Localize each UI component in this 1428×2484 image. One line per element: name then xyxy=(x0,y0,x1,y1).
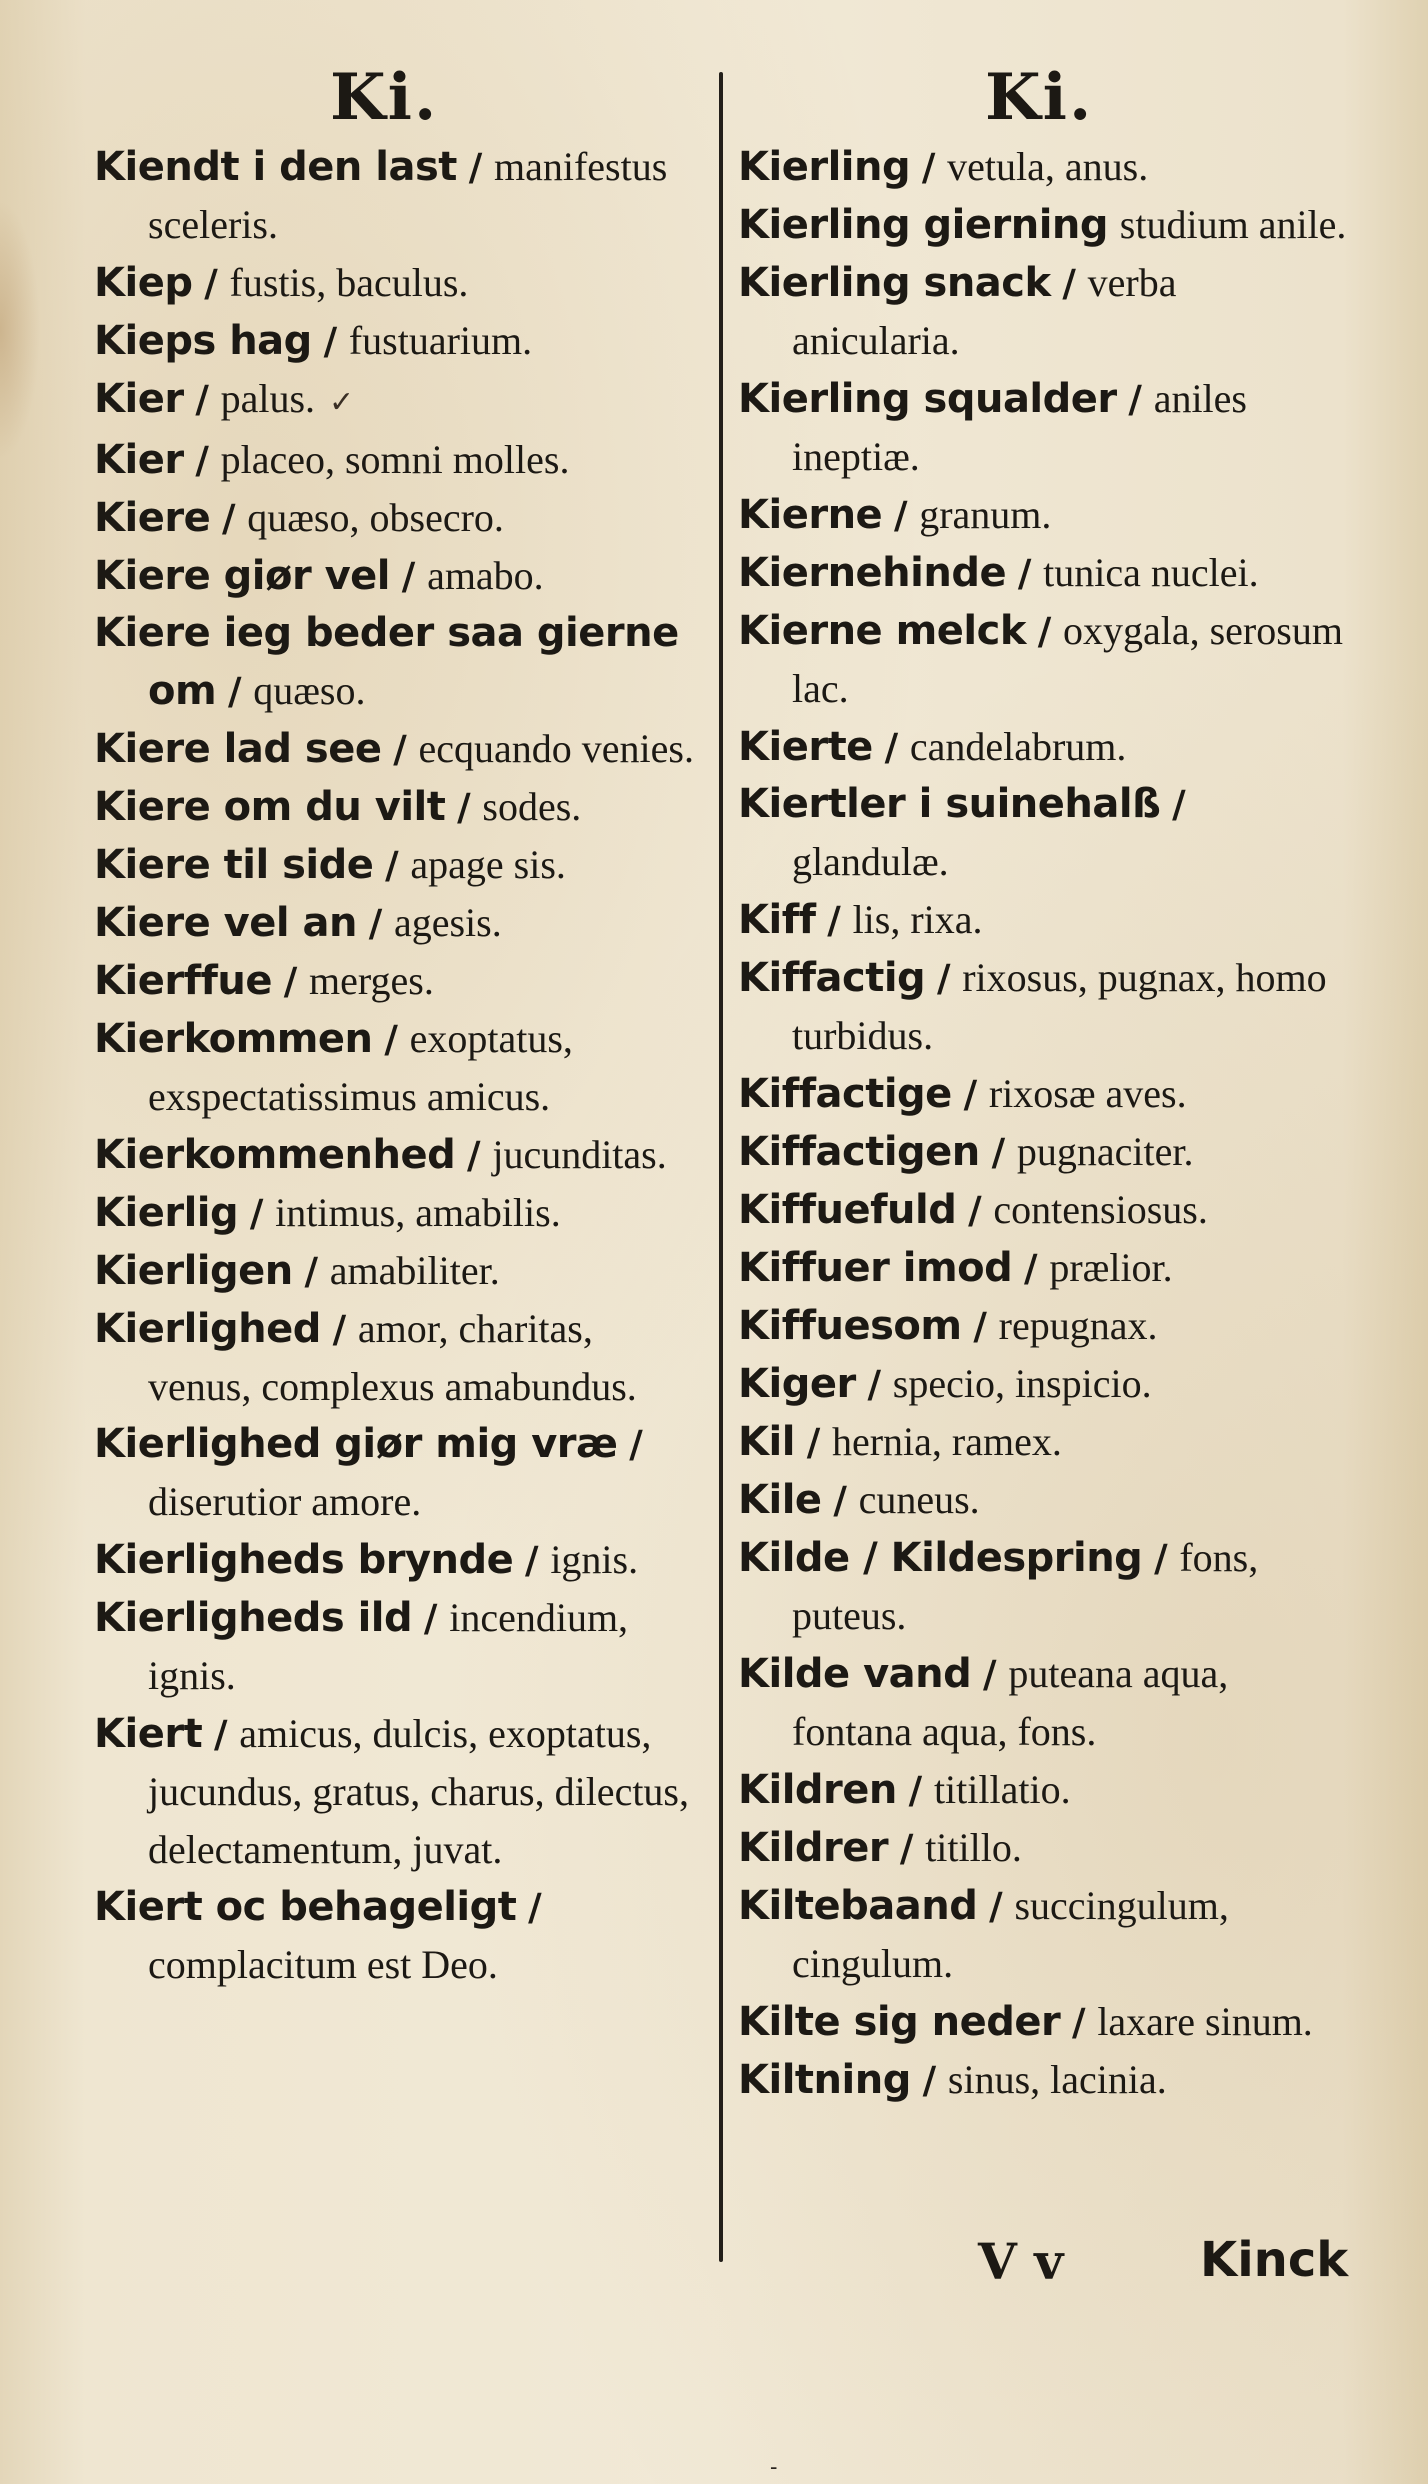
dictionary-entry xyxy=(94,605,706,720)
headword: Kieps hag xyxy=(94,318,312,364)
separator: / xyxy=(1037,610,1052,653)
latin-gloss: titillo. xyxy=(925,1825,1022,1870)
separator: / xyxy=(921,146,936,189)
headword: Kiep xyxy=(94,260,193,306)
separator: / xyxy=(833,1479,847,1522)
latin-gloss: agesis. xyxy=(393,900,502,945)
headword: Kierligheds ild xyxy=(94,1595,413,1641)
headword: Kierling gierning xyxy=(738,202,1109,248)
separator: / xyxy=(283,960,298,1003)
latin-gloss: specio, inspicio. xyxy=(892,1361,1152,1406)
headword: Kiltebaand xyxy=(738,1883,978,1929)
latin-gloss: vetula, anus. xyxy=(947,144,1149,189)
headword: Kiffuesom xyxy=(738,1303,962,1349)
separator: / xyxy=(867,1363,881,1406)
dictionary-entry xyxy=(738,486,1350,544)
headword: Kiere ieg beder saa gierne om xyxy=(94,610,679,714)
dictionary-entry xyxy=(738,1181,1350,1239)
latin-gloss: granum. xyxy=(919,492,1052,537)
headword: Kile xyxy=(738,1477,822,1523)
latin-gloss: palus. xyxy=(220,376,316,421)
catchword: Kinck xyxy=(1200,2232,1349,2288)
dictionary-entry xyxy=(94,1184,706,1242)
separator: / xyxy=(968,1189,982,1232)
headword: Kiert xyxy=(94,1711,203,1757)
separator: / xyxy=(249,1192,264,1235)
dictionary-entry xyxy=(738,776,1350,891)
headword: Kiertler i suinehalß xyxy=(738,781,1161,827)
separator: / xyxy=(989,1885,1003,1928)
headword: Kilte sig neder xyxy=(738,1999,1061,2045)
dictionary-entry xyxy=(94,138,706,254)
dictionary-entry xyxy=(738,602,1350,718)
left-column-header: Ki. xyxy=(330,60,439,135)
latin-gloss: fustis, baculus. xyxy=(229,260,469,305)
dictionary-entry xyxy=(738,1065,1350,1123)
latin-gloss: quæso. xyxy=(253,668,366,713)
dictionary-entry xyxy=(94,1879,706,1994)
latin-gloss: contensiosus. xyxy=(993,1187,1208,1232)
latin-gloss: glandulæ. xyxy=(792,839,949,884)
headword: Kierne melck xyxy=(738,608,1026,654)
headword: Kildren xyxy=(738,1767,897,1813)
dictionary-entry xyxy=(94,1126,706,1184)
dictionary-entry xyxy=(738,370,1350,486)
latin-gloss: complacitum est Deo. xyxy=(148,1942,498,1987)
dictionary-entry xyxy=(738,1645,1350,1761)
headword: Kiere til side xyxy=(94,842,374,888)
separator: / xyxy=(384,1018,398,1061)
dictionary-entry xyxy=(94,489,706,547)
dictionary-entry xyxy=(94,1589,706,1705)
separator: / xyxy=(806,1421,821,1464)
dictionary-entry xyxy=(738,1413,1350,1471)
separator: / xyxy=(332,1308,347,1351)
dictionary-entry xyxy=(738,1239,1350,1297)
dictionary-entry xyxy=(94,547,706,605)
separator: / xyxy=(884,726,899,769)
separator: / xyxy=(1017,552,1032,595)
headword: Kier xyxy=(94,376,184,422)
dictionary-entry xyxy=(738,891,1350,949)
latin-gloss: intimus, amabilis. xyxy=(275,1190,561,1235)
latin-gloss: puteana aqua, fontana aqua, fons. xyxy=(792,1651,1229,1754)
separator: / xyxy=(1062,262,1076,305)
headword: Kiernehinde xyxy=(738,550,1007,596)
separator: / xyxy=(827,899,841,942)
latin-gloss: manifestus sceleris. xyxy=(148,144,668,247)
separator: / xyxy=(385,844,399,887)
headword: Kiere lad see xyxy=(94,726,382,772)
latin-gloss: repugnax. xyxy=(998,1303,1158,1348)
dictionary-entry xyxy=(738,1819,1350,1877)
dictionary-entry xyxy=(738,254,1350,370)
latin-gloss: amabo. xyxy=(427,553,544,598)
latin-gloss: ignis. xyxy=(550,1537,639,1582)
dictionary-entry xyxy=(94,894,706,952)
headword: Kiff xyxy=(738,897,816,943)
headword: Kildrer xyxy=(738,1825,889,1871)
dictionary-entry xyxy=(94,952,706,1010)
headword: Kiendt i den last xyxy=(94,144,457,190)
latin-gloss: prælior. xyxy=(1049,1245,1173,1290)
dictionary-entry xyxy=(94,1705,706,1879)
dictionary-entry xyxy=(94,1416,706,1531)
latin-gloss: laxare sinum. xyxy=(1097,1999,1313,2044)
signature-mark: V v xyxy=(978,2232,1064,2291)
separator: / xyxy=(528,1886,542,1929)
left-column xyxy=(94,138,706,1994)
handwritten-mark-icon: ✓ xyxy=(329,385,355,420)
separator: / xyxy=(467,1134,481,1177)
latin-gloss: candelabrum. xyxy=(909,724,1127,769)
dictionary-entry xyxy=(738,1761,1350,1819)
separator: / xyxy=(213,1713,228,1756)
latin-gloss: merges. xyxy=(309,958,434,1003)
headword: Kierligheds brynde xyxy=(94,1537,514,1583)
dictionary-entry xyxy=(738,2051,1350,2109)
headword: Kierling snack xyxy=(738,260,1051,306)
headword: Kiger xyxy=(738,1361,856,1407)
separator: / xyxy=(368,902,383,945)
latin-gloss: succingulum, cingulum. xyxy=(792,1883,1229,1986)
headword: Kiere om du vilt xyxy=(94,784,446,830)
right-column xyxy=(738,138,1350,2109)
separator: / xyxy=(893,494,908,537)
separator: / xyxy=(204,262,218,305)
headword: Kierkommen xyxy=(94,1016,373,1062)
headword: Kierte xyxy=(738,724,873,770)
separator: / xyxy=(423,1597,438,1640)
separator: / xyxy=(227,670,242,713)
separator: / xyxy=(963,1073,978,1116)
dictionary-entry xyxy=(738,1471,1350,1529)
dictionary-entry xyxy=(738,1877,1350,1993)
dictionary-entry xyxy=(738,544,1350,602)
separator: / xyxy=(468,146,483,189)
dictionary-entry xyxy=(738,1529,1350,1645)
separator: / xyxy=(922,2059,937,2102)
separator: / xyxy=(1154,1537,1168,1580)
latin-gloss: rixosæ aves. xyxy=(988,1071,1187,1116)
latin-gloss: ecquando venies. xyxy=(418,726,694,771)
headword: Kierling xyxy=(738,144,911,190)
headword: Kierlighed giør mig vræ xyxy=(94,1421,618,1467)
headword: Kiffactig xyxy=(738,955,926,1001)
dictionary-entry xyxy=(94,1010,706,1126)
paper-stain xyxy=(0,200,40,460)
headword: Kiere xyxy=(94,495,211,541)
separator: / xyxy=(1128,378,1142,421)
dictionary-entry xyxy=(94,720,706,778)
dictionary-entry xyxy=(738,1297,1350,1355)
latin-gloss: fons, puteus. xyxy=(792,1535,1259,1638)
dictionary-entry xyxy=(94,778,706,836)
separator: / xyxy=(991,1131,1006,1174)
separator: / xyxy=(221,497,236,540)
ink-speck: - xyxy=(770,2455,778,2480)
dictionary-entry xyxy=(94,431,706,489)
headword: Kierkommenhed xyxy=(94,1132,456,1178)
column-divider xyxy=(719,72,723,2262)
dictionary-entry xyxy=(94,1300,706,1416)
latin-gloss: incendium, ignis. xyxy=(148,1595,629,1698)
separator: / xyxy=(936,957,951,1000)
separator: / xyxy=(195,439,209,482)
separator: / xyxy=(899,1827,914,1870)
separator: / xyxy=(1024,1247,1038,1290)
dictionary-entry xyxy=(738,1355,1350,1413)
separator: / xyxy=(525,1539,539,1582)
latin-gloss: amor, charitas, venus, complexus amabundus. xyxy=(148,1306,637,1409)
latin-gloss: aniles ineptiæ. xyxy=(792,376,1247,479)
headword: Kiffactigen xyxy=(738,1129,980,1175)
headword: Kiffuer imod xyxy=(738,1245,1013,1291)
dictionary-entry xyxy=(94,1531,706,1589)
separator: / xyxy=(1072,2001,1086,2044)
headword: Kiffactige xyxy=(738,1071,952,1117)
latin-gloss: sodes. xyxy=(482,784,582,829)
latin-gloss: verba anicularia. xyxy=(792,260,1177,363)
separator: / xyxy=(457,786,471,829)
headword: Kilde / Kildespring xyxy=(738,1535,1143,1581)
latin-gloss: pugnaciter. xyxy=(1016,1129,1194,1174)
headword: Kiert oc behageligt xyxy=(94,1884,517,1930)
latin-gloss: fustuarium. xyxy=(348,318,533,363)
separator: / xyxy=(629,1423,643,1466)
dictionary-entry xyxy=(94,1242,706,1300)
latin-gloss: titillatio. xyxy=(933,1767,1071,1812)
dictionary-entry xyxy=(94,312,706,370)
headword: Kierlighed xyxy=(94,1306,321,1352)
dictionary-entry xyxy=(738,949,1350,1065)
latin-gloss: rixosus, pugnax, homo turbidus. xyxy=(792,955,1327,1058)
separator: / xyxy=(973,1305,987,1348)
headword: Kil xyxy=(738,1419,795,1465)
right-column-header: Ki. xyxy=(985,60,1094,135)
separator: / xyxy=(195,378,209,421)
latin-gloss: amicus, dulcis, exoptatus, jucundus, gratus, charus, dilectus, delectamentum, juvat. xyxy=(148,1711,689,1872)
headword: Kierling squalder xyxy=(738,376,1117,422)
headword: Kier xyxy=(94,437,184,483)
latin-gloss: studium anile. xyxy=(1119,202,1347,247)
headword: Kierffue xyxy=(94,958,272,1004)
latin-gloss: cuneus. xyxy=(858,1477,980,1522)
latin-gloss: exoptatus, exspectatissimus amicus. xyxy=(148,1016,573,1119)
latin-gloss: diserutior amore. xyxy=(148,1479,422,1524)
latin-gloss: placeo, somni molles. xyxy=(220,437,570,482)
headword: Kiffuefuld xyxy=(738,1187,957,1233)
separator: / xyxy=(393,728,407,771)
latin-gloss: jucunditas. xyxy=(492,1132,667,1177)
separator: / xyxy=(983,1653,997,1696)
latin-gloss: oxygala, serosum lac. xyxy=(792,608,1343,711)
dictionary-entry xyxy=(738,1123,1350,1181)
separator: / xyxy=(401,555,416,598)
latin-gloss: amabiliter. xyxy=(329,1248,500,1293)
headword: Kiltning xyxy=(738,2057,911,2103)
dictionary-entry xyxy=(738,196,1350,254)
latin-gloss: apage sis. xyxy=(410,842,566,887)
latin-gloss: lis, rixa. xyxy=(852,897,983,942)
separator: / xyxy=(304,1250,319,1293)
dictionary-entry xyxy=(738,138,1350,196)
dictionary-entry xyxy=(738,718,1350,776)
headword: Kiere giør vel xyxy=(94,553,391,599)
dictionary-entry xyxy=(738,1993,1350,2051)
dictionary-entry xyxy=(94,254,706,312)
dictionary-entry xyxy=(94,836,706,894)
headword: Kierligen xyxy=(94,1248,293,1294)
headword: Kiere vel an xyxy=(94,900,357,946)
dictionary-entry xyxy=(94,370,706,431)
latin-gloss: quæso, obsecro. xyxy=(247,495,504,540)
separator: / xyxy=(908,1769,923,1812)
separator: / xyxy=(323,320,338,363)
headword: Kierlig xyxy=(94,1190,239,1236)
latin-gloss: hernia, ramex. xyxy=(831,1419,1062,1464)
headword: Kierne xyxy=(738,492,883,538)
separator: / xyxy=(1172,783,1186,826)
headword: Kilde vand xyxy=(738,1651,972,1697)
latin-gloss: tunica nuclei. xyxy=(1043,550,1259,595)
latin-gloss: sinus, lacinia. xyxy=(947,2057,1167,2102)
